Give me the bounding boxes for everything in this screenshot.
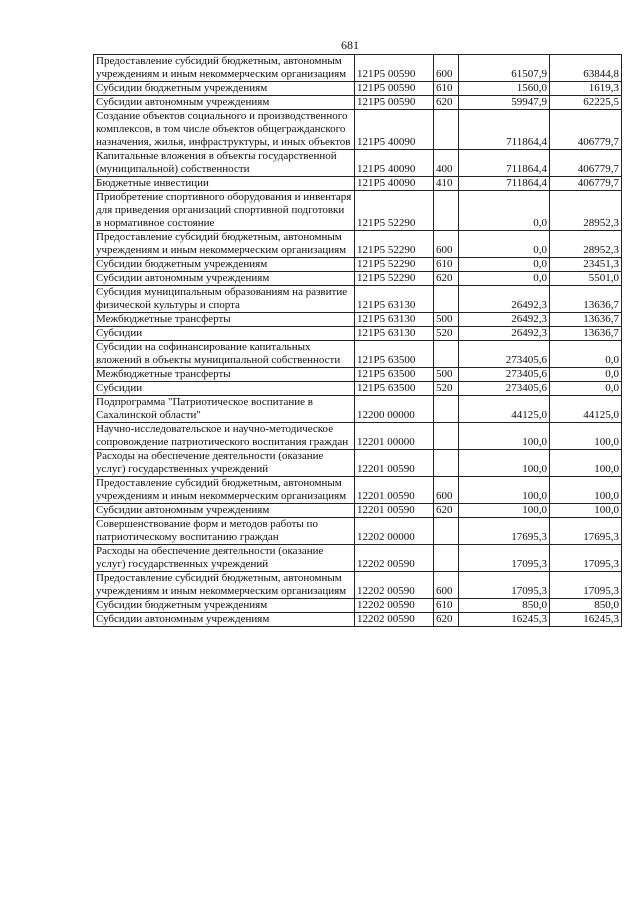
target-code-cell: 121P5 40090 (355, 177, 434, 191)
table-row (94, 272, 622, 286)
amount-year-1-cell: 17095,3 (459, 572, 550, 599)
expense-name-cell: Субсидии автономным учреждениям (94, 272, 355, 286)
expense-type-code-cell: 620 (434, 504, 459, 518)
target-code-cell: 121P5 63130 (355, 286, 434, 313)
amount-year-1-cell: 26492,3 (459, 313, 550, 327)
target-code-cell: 12202 00590 (355, 613, 434, 627)
expense-name-cell: Субсидии автономным учреждениям (94, 504, 355, 518)
target-code-cell: 121P5 00590 (355, 55, 434, 82)
expense-type-code-cell (434, 423, 459, 450)
expense-type-code-cell: 600 (434, 231, 459, 258)
expense-type-code-cell: 610 (434, 82, 459, 96)
expense-type-code-cell: 610 (434, 599, 459, 613)
amount-year-2-cell: 0,0 (550, 382, 622, 396)
table-row (94, 599, 622, 613)
amount-year-2-cell: 23451,3 (550, 258, 622, 272)
target-code-cell: 121P5 40090 (355, 150, 434, 177)
table-row (94, 286, 622, 313)
table-row (94, 327, 622, 341)
amount-year-2-cell: 16245,3 (550, 613, 622, 627)
expense-name-cell: Субсидия муниципальным образованиям на развитие физической культуры и спорта (94, 286, 355, 313)
target-code-cell: 121P5 52290 (355, 272, 434, 286)
expense-type-code-cell: 600 (434, 477, 459, 504)
table-row (94, 477, 622, 504)
amount-year-1-cell: 59947,9 (459, 96, 550, 110)
target-code-cell: 12202 00590 (355, 599, 434, 613)
expense-name-cell: Субсидии (94, 327, 355, 341)
amount-year-2-cell: 17095,3 (550, 545, 622, 572)
expense-name-cell: Предоставление субсидий бюджетным, автономным учреждениям и иным некоммерческим организациям (94, 55, 355, 82)
expense-name-cell: Субсидии автономным учреждениям (94, 613, 355, 627)
target-code-cell: 121P5 52290 (355, 231, 434, 258)
table-row (94, 231, 622, 258)
amount-year-2-cell: 17095,3 (550, 572, 622, 599)
expense-name-cell: Межбюджетные трансферты (94, 368, 355, 382)
amount-year-1-cell: 1560,0 (459, 82, 550, 96)
amount-year-1-cell: 100,0 (459, 504, 550, 518)
target-code-cell: 12201 00590 (355, 450, 434, 477)
table-row (94, 150, 622, 177)
table-row (94, 450, 622, 477)
target-code-cell: 12202 00590 (355, 572, 434, 599)
amount-year-2-cell: 406779,7 (550, 150, 622, 177)
expense-type-code-cell: 500 (434, 368, 459, 382)
expense-name-cell: Субсидии бюджетным учреждениям (94, 599, 355, 613)
expense-type-code-cell (434, 191, 459, 231)
amount-year-1-cell: 17095,3 (459, 545, 550, 572)
target-code-cell: 121P5 63500 (355, 341, 434, 368)
target-code-cell: 121P5 52290 (355, 191, 434, 231)
expense-name-cell: Расходы на обеспечение деятельности (оказание услуг) государственных учреждений (94, 450, 355, 477)
amount-year-1-cell: 273405,6 (459, 341, 550, 368)
amount-year-2-cell: 13636,7 (550, 313, 622, 327)
table-row (94, 613, 622, 627)
table-row (94, 382, 622, 396)
expense-type-code-cell: 620 (434, 96, 459, 110)
amount-year-2-cell: 100,0 (550, 504, 622, 518)
table-row (94, 396, 622, 423)
expense-name-cell: Научно-исследовательское и научно-методическое сопровождение патриотического воспитания граждан (94, 423, 355, 450)
target-code-cell: 121P5 00590 (355, 82, 434, 96)
amount-year-2-cell: 44125,0 (550, 396, 622, 423)
amount-year-1-cell: 273405,6 (459, 368, 550, 382)
expense-name-cell: Приобретение спортивного оборудования и инвентаря для приведения организаций спортивной подготовки в нормативное состояние (94, 191, 355, 231)
amount-year-1-cell: 61507,9 (459, 55, 550, 82)
budget-table (93, 54, 622, 627)
amount-year-2-cell: 13636,7 (550, 327, 622, 341)
amount-year-2-cell: 0,0 (550, 368, 622, 382)
target-code-cell: 121P5 40090 (355, 110, 434, 150)
expense-type-code-cell: 500 (434, 313, 459, 327)
table-row (94, 572, 622, 599)
table-row (94, 423, 622, 450)
expense-type-code-cell (434, 450, 459, 477)
expense-name-cell: Субсидии бюджетным учреждениям (94, 82, 355, 96)
amount-year-2-cell: 5501,0 (550, 272, 622, 286)
table-row (94, 368, 622, 382)
amount-year-1-cell: 44125,0 (459, 396, 550, 423)
amount-year-2-cell: 1619,3 (550, 82, 622, 96)
budget-table-body (94, 55, 622, 627)
amount-year-1-cell: 711864,4 (459, 110, 550, 150)
table-row (94, 191, 622, 231)
table-row (94, 504, 622, 518)
table-row (94, 82, 622, 96)
expense-name-cell: Субсидии (94, 382, 355, 396)
amount-year-1-cell: 0,0 (459, 258, 550, 272)
expense-name-cell: Расходы на обеспечение деятельности (оказание услуг) государственных учреждений (94, 545, 355, 572)
target-code-cell: 121P5 00590 (355, 96, 434, 110)
amount-year-1-cell: 26492,3 (459, 286, 550, 313)
amount-year-2-cell: 62225,5 (550, 96, 622, 110)
expense-type-code-cell (434, 286, 459, 313)
amount-year-1-cell: 850,0 (459, 599, 550, 613)
page-number: 681 (341, 38, 359, 52)
expense-type-code-cell: 520 (434, 382, 459, 396)
expense-type-code-cell: 600 (434, 572, 459, 599)
target-code-cell: 12201 00590 (355, 477, 434, 504)
amount-year-2-cell: 406779,7 (550, 177, 622, 191)
expense-type-code-cell (434, 110, 459, 150)
amount-year-1-cell: 17695,3 (459, 518, 550, 545)
expense-type-code-cell: 600 (434, 55, 459, 82)
target-code-cell: 121P5 52290 (355, 258, 434, 272)
amount-year-1-cell: 100,0 (459, 423, 550, 450)
expense-type-code-cell (434, 396, 459, 423)
expense-name-cell: Предоставление субсидий бюджетным, автономным учреждениям и иным некоммерческим организациям (94, 572, 355, 599)
target-code-cell: 12200 00000 (355, 396, 434, 423)
target-code-cell: 12202 00590 (355, 545, 434, 572)
expense-name-cell: Субсидии на софинансирование капитальных вложений в объекты муниципальной собственности (94, 341, 355, 368)
amount-year-1-cell: 273405,6 (459, 382, 550, 396)
amount-year-2-cell: 850,0 (550, 599, 622, 613)
expense-name-cell: Совершенствование форм и методов работы по патриотическому воспитанию граждан (94, 518, 355, 545)
expense-name-cell: Межбюджетные трансферты (94, 313, 355, 327)
expense-name-cell: Бюджетные инвестиции (94, 177, 355, 191)
table-row (94, 518, 622, 545)
amount-year-2-cell: 13636,7 (550, 286, 622, 313)
table-row (94, 341, 622, 368)
table-row (94, 55, 622, 82)
target-code-cell: 12201 00000 (355, 423, 434, 450)
amount-year-2-cell: 100,0 (550, 477, 622, 504)
target-code-cell: 12202 00000 (355, 518, 434, 545)
amount-year-2-cell: 28952,3 (550, 191, 622, 231)
expense-name-cell: Капитальные вложения в объекты государственной (муниципальной) собственности (94, 150, 355, 177)
expense-name-cell: Предоставление субсидий бюджетным, автономным учреждениям и иным некоммерческим организациям (94, 231, 355, 258)
target-code-cell: 121P5 63130 (355, 327, 434, 341)
amount-year-2-cell: 406779,7 (550, 110, 622, 150)
expense-type-code-cell (434, 545, 459, 572)
amount-year-2-cell: 100,0 (550, 450, 622, 477)
amount-year-2-cell: 17695,3 (550, 518, 622, 545)
target-code-cell: 121P5 63500 (355, 368, 434, 382)
expense-name-cell: Предоставление субсидий бюджетным, автономным учреждениям и иным некоммерческим организациям (94, 477, 355, 504)
amount-year-2-cell: 100,0 (550, 423, 622, 450)
table-row (94, 177, 622, 191)
expense-type-code-cell: 520 (434, 327, 459, 341)
expense-type-code-cell (434, 518, 459, 545)
expense-name-cell: Субсидии автономным учреждениям (94, 96, 355, 110)
amount-year-1-cell: 100,0 (459, 450, 550, 477)
expense-type-code-cell: 610 (434, 258, 459, 272)
expense-name-cell: Подпрограмма "Патриотическое воспитание в Сахалинской области" (94, 396, 355, 423)
expense-type-code-cell: 410 (434, 177, 459, 191)
amount-year-1-cell: 100,0 (459, 477, 550, 504)
table-row (94, 110, 622, 150)
expense-type-code-cell: 620 (434, 272, 459, 286)
amount-year-1-cell: 16245,3 (459, 613, 550, 627)
amount-year-1-cell: 0,0 (459, 231, 550, 258)
amount-year-1-cell: 26492,3 (459, 327, 550, 341)
expense-type-code-cell (434, 341, 459, 368)
table-row (94, 313, 622, 327)
expense-name-cell: Создание объектов социального и производственного комплексов, в том числе объектов общегражданского назначения, жилья, инфраструктуры, и иных объектов (94, 110, 355, 150)
table-row (94, 258, 622, 272)
target-code-cell: 121P5 63130 (355, 313, 434, 327)
amount-year-2-cell: 0,0 (550, 341, 622, 368)
target-code-cell: 121P5 63500 (355, 382, 434, 396)
amount-year-1-cell: 711864,4 (459, 177, 550, 191)
amount-year-1-cell: 0,0 (459, 191, 550, 231)
amount-year-1-cell: 0,0 (459, 272, 550, 286)
amount-year-1-cell: 711864,4 (459, 150, 550, 177)
target-code-cell: 12201 00590 (355, 504, 434, 518)
amount-year-2-cell: 63844,8 (550, 55, 622, 82)
expense-type-code-cell: 620 (434, 613, 459, 627)
table-row (94, 545, 622, 572)
amount-year-2-cell: 28952,3 (550, 231, 622, 258)
table-row (94, 96, 622, 110)
expense-name-cell: Субсидии бюджетным учреждениям (94, 258, 355, 272)
expense-type-code-cell: 400 (434, 150, 459, 177)
